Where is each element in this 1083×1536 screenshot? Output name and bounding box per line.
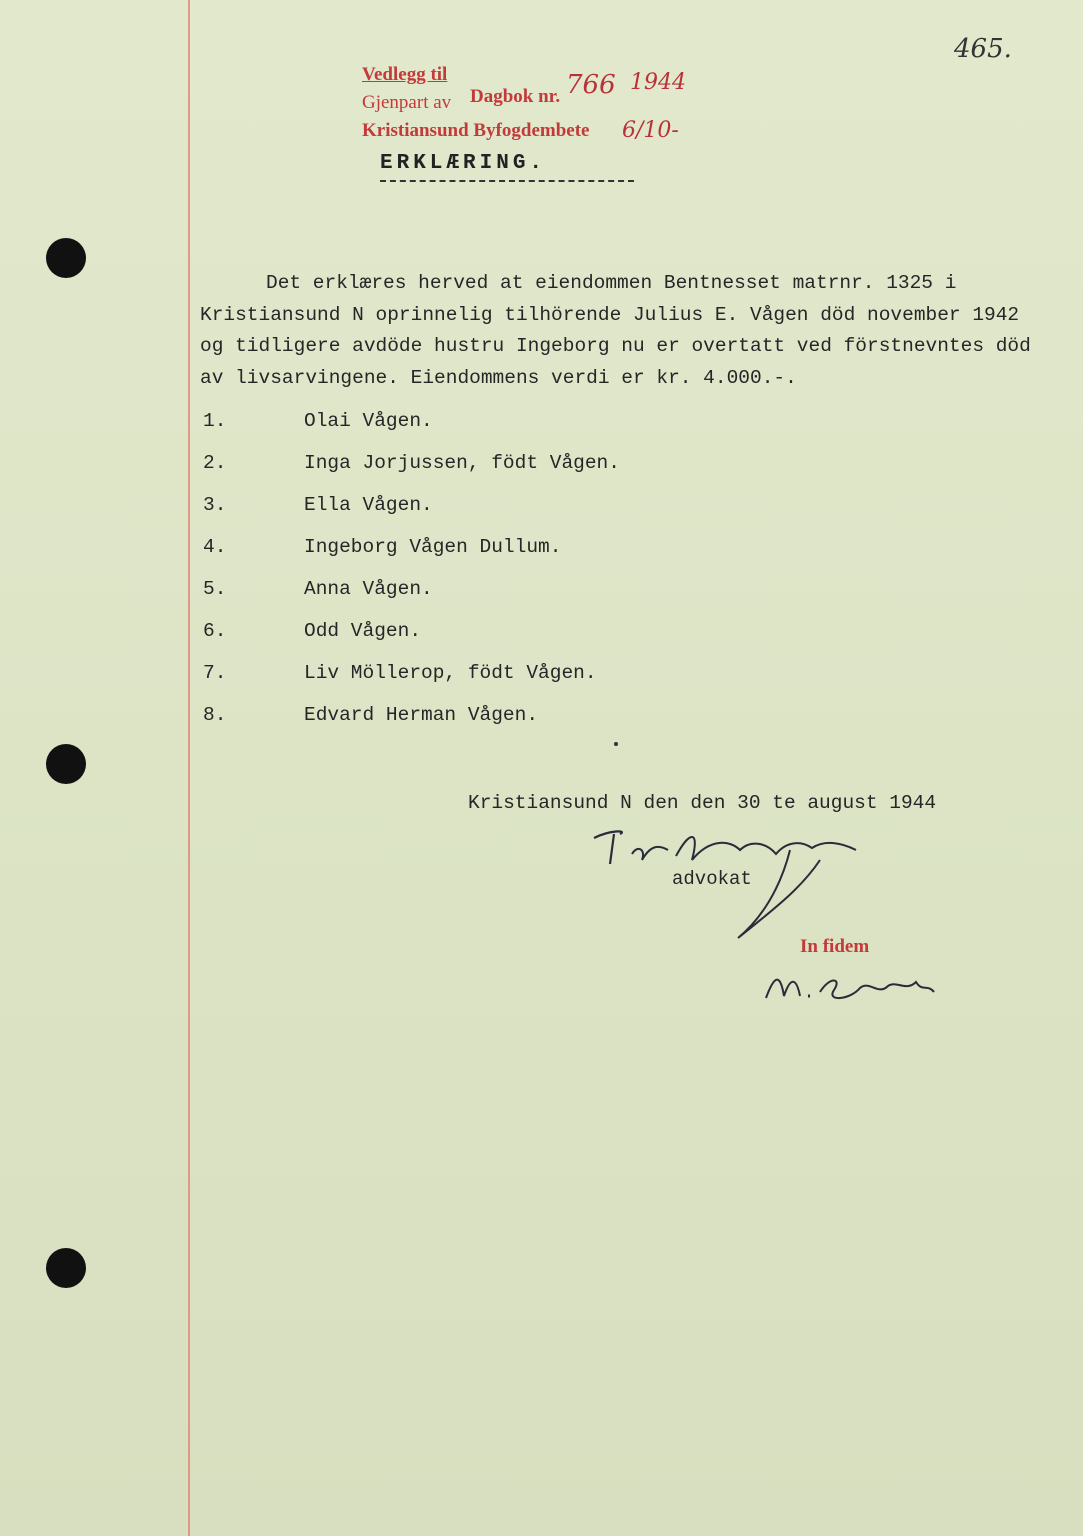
list-item-name: Olai Vågen.	[304, 410, 433, 432]
list-item-name: Ella Vågen.	[304, 494, 433, 516]
list-item-number: 3.	[203, 494, 227, 516]
stamp-vedlegg-label: Vedlegg til	[362, 64, 448, 85]
stamp-handwritten-date: 6/10-	[622, 118, 679, 143]
list-item-number: 5.	[203, 578, 227, 600]
stamp-office-label: Kristiansund Byfogdembete	[362, 120, 590, 141]
stamp-dagbok-label: Dagbok nr.	[470, 86, 561, 107]
list-item-name: Odd Vågen.	[304, 620, 422, 642]
stamp-handwritten-number: 766	[566, 70, 616, 100]
list-item-name: Liv Möllerop, födt Vågen.	[304, 662, 597, 684]
declaration-paragraph	[200, 268, 1040, 394]
document-title: ERKLÆRING.	[380, 152, 547, 175]
punch-hole-icon	[46, 238, 86, 278]
list-item-number: 4.	[203, 536, 227, 558]
signatory-title: advokat	[672, 868, 752, 890]
list-item-number: 2.	[203, 452, 227, 474]
certification-stamp: In fidem	[800, 936, 870, 957]
ink-speck	[614, 742, 618, 746]
list-item-number: 8.	[203, 704, 227, 726]
page-number: 465.	[954, 34, 1012, 64]
declaration-text: Det erklæres herved at eiendommen Bentnesset matrnr. 1325 i Kristiansund N oprinnelig tilhörende Julius E. Vågen död november 1942 og tidligere avdöde hustru Ingeborg nu er overtatt ved förstnevntes död av livsarvingene. Eiendommens verdi er kr. 4.000.-.	[200, 272, 1031, 389]
list-item-number: 7.	[203, 662, 227, 684]
punch-hole-icon	[46, 744, 86, 784]
list-item-name: Ingeborg Vågen Dullum.	[304, 536, 562, 558]
title-underline	[380, 180, 634, 182]
clerk-signature-icon	[760, 962, 940, 1012]
stamp-handwritten-year: 1944	[630, 70, 686, 95]
list-item-name: Inga Jorjussen, födt Vågen.	[304, 452, 620, 474]
list-item-name: Edvard Herman Vågen.	[304, 704, 539, 726]
margin-line	[188, 0, 190, 1536]
stamp-gjenpart-label: Gjenpart av	[362, 92, 452, 113]
list-item-number: 1.	[203, 410, 227, 432]
place-date: Kristiansund N den den 30 te august 1944	[468, 792, 937, 814]
list-item-name: Anna Vågen.	[304, 578, 433, 600]
punch-hole-icon	[46, 1248, 86, 1288]
list-item-number: 6.	[203, 620, 227, 642]
